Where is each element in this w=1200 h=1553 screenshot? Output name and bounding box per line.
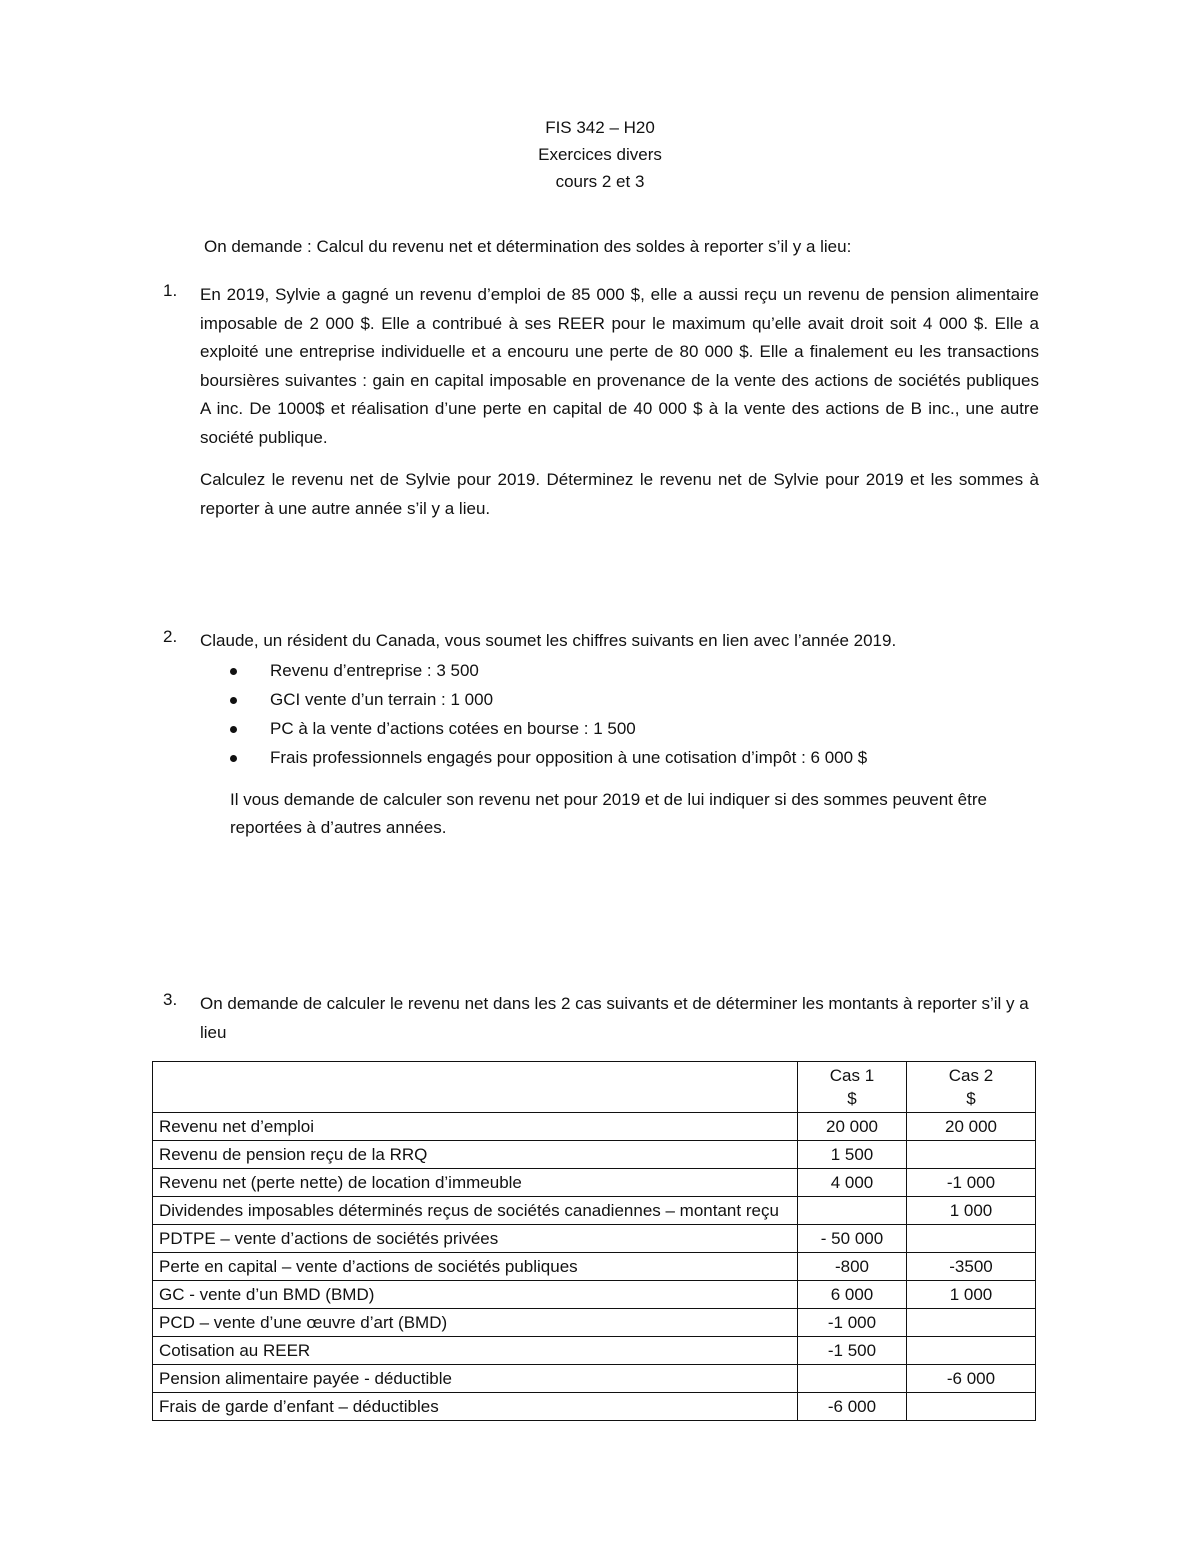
table-row: [153, 1197, 1036, 1225]
row-label: Revenu de pension reçu de la RRQ: [153, 1141, 798, 1169]
row-cas1: 20 000: [798, 1113, 907, 1141]
row-cas1: -1 000: [798, 1309, 907, 1337]
row-cas2: [907, 1393, 1036, 1421]
document-subtitle: Exercices divers: [538, 145, 662, 164]
row-label: GC - vente d’un BMD (BMD): [153, 1281, 798, 1309]
document-sessions: cours 2 et 3: [555, 172, 645, 191]
row-label: PDTPE – vente d’actions de sociétés privées: [153, 1225, 798, 1253]
question-1-paragraph: En 2019, Sylvie a gagné un revenu d’emploi de 85 000 $, elle a aussi reçu un revenu de pension alimentaire imposable de 2 000 $. Elle a contribué à ses REER pour le maximum qu’elle avait droit soit 4 000 $. Elle a exploité une entreprise individuelle et a encouru une perte de 80 000 $. Elle a finalement eu les transactions boursières suivantes : gain en capital imposable en provenance de la vente des actions de sociétés publiques A inc. De 1000$ et réalisation d’une perte en capital de 40 000 $ à la vente des actions de B inc., une autre société publique.: [200, 285, 1039, 447]
table-header-row: [153, 1062, 1036, 1113]
table-row: [153, 1281, 1036, 1309]
document-header: [0, 114, 1200, 195]
row-cas1: -6 000: [798, 1393, 907, 1421]
bullet-icon: [230, 726, 237, 733]
question-1-ask: Calculez le revenu net de Sylvie pour 2019. Déterminez le revenu net de Sylvie pour 2019 et les sommes à reporter à une autre année s’il y a lieu.: [200, 470, 1039, 518]
row-cas2: 1 000: [907, 1281, 1036, 1309]
row-label: Revenu net d’emploi: [153, 1113, 798, 1141]
question-3-text: On demande de calculer le revenu net dans les 2 cas suivants et de déterminer les montants à reporter s’il y a lieu: [200, 994, 1029, 1042]
question-2: [163, 627, 1039, 843]
question-2-number: 2.: [163, 627, 178, 646]
row-label: PCD – vente d’une œuvre d’art (BMD): [153, 1309, 798, 1337]
table-row: [153, 1169, 1036, 1197]
row-cas1: -1 500: [798, 1337, 907, 1365]
bullet-icon: [230, 697, 237, 704]
table-row: [153, 1393, 1036, 1421]
row-cas2: [907, 1309, 1036, 1337]
row-cas2: -1 000: [907, 1169, 1036, 1197]
bullet-icon: [230, 668, 237, 675]
row-cas1: [798, 1365, 907, 1393]
row-label: Perte en capital – vente d’actions de sociétés publiques: [153, 1253, 798, 1281]
table-header-cas1: Cas 1 $: [798, 1062, 907, 1113]
list-item: Frais professionnels engagés pour opposition à une cotisation d’impôt : 6 000 $: [200, 743, 1039, 772]
list-item: GCI vente d’un terrain : 1 000: [200, 685, 1039, 714]
table-row: [153, 1309, 1036, 1337]
row-cas1: 6 000: [798, 1281, 907, 1309]
row-cas2: [907, 1225, 1036, 1253]
row-label: Cotisation au REER: [153, 1337, 798, 1365]
question-3-number: 3.: [163, 990, 178, 1009]
row-cas2: -3500: [907, 1253, 1036, 1281]
row-cas1: 1 500: [798, 1141, 907, 1169]
bullet-icon: [230, 755, 237, 762]
instructions-intro: On demande : Calcul du revenu net et détermination des soldes à reporter s’il y a lieu:: [204, 237, 852, 256]
row-cas1: [798, 1197, 907, 1225]
table-header-empty: [153, 1062, 798, 1113]
question-3: [163, 990, 1039, 1047]
row-label: Frais de garde d’enfant – déductibles: [153, 1393, 798, 1421]
row-cas1: - 50 000: [798, 1225, 907, 1253]
list-item: Revenu d’entreprise : 3 500: [200, 656, 1039, 685]
row-cas2: -6 000: [907, 1365, 1036, 1393]
row-cas2: [907, 1337, 1036, 1365]
question-2-ask: Il vous demande de calculer son revenu net pour 2019 et de lui indiquer si des sommes peuvent être reportées à d’autres années.: [230, 789, 987, 837]
table-row: [153, 1337, 1036, 1365]
course-code: FIS 342 – H20: [545, 118, 655, 137]
row-cas2: 1 000: [907, 1197, 1036, 1225]
question-1-number: 1.: [163, 281, 178, 300]
row-label: Revenu net (perte nette) de location d’immeuble: [153, 1169, 798, 1197]
row-label: Dividendes imposables déterminés reçus de sociétés canadiennes – montant reçu: [153, 1197, 798, 1225]
question-1: [163, 281, 1039, 523]
row-label: Pension alimentaire payée - déductible: [153, 1365, 798, 1393]
question-2-bullet-list: [200, 656, 1039, 772]
row-cas2: [907, 1141, 1036, 1169]
row-cas1: 4 000: [798, 1169, 907, 1197]
table-row: [153, 1365, 1036, 1393]
table-row: [153, 1225, 1036, 1253]
table-row: [153, 1113, 1036, 1141]
cases-table: [152, 1061, 1036, 1421]
question-2-intro: Claude, un résident du Canada, vous soumet les chiffres suivants en lien avec l’année 2019.: [200, 631, 897, 650]
table-row: [153, 1253, 1036, 1281]
table-row: [153, 1141, 1036, 1169]
row-cas1: -800: [798, 1253, 907, 1281]
table-header-cas2: Cas 2 $: [907, 1062, 1036, 1113]
row-cas2: 20 000: [907, 1113, 1036, 1141]
list-item: PC à la vente d’actions cotées en bourse : 1 500: [200, 714, 1039, 743]
